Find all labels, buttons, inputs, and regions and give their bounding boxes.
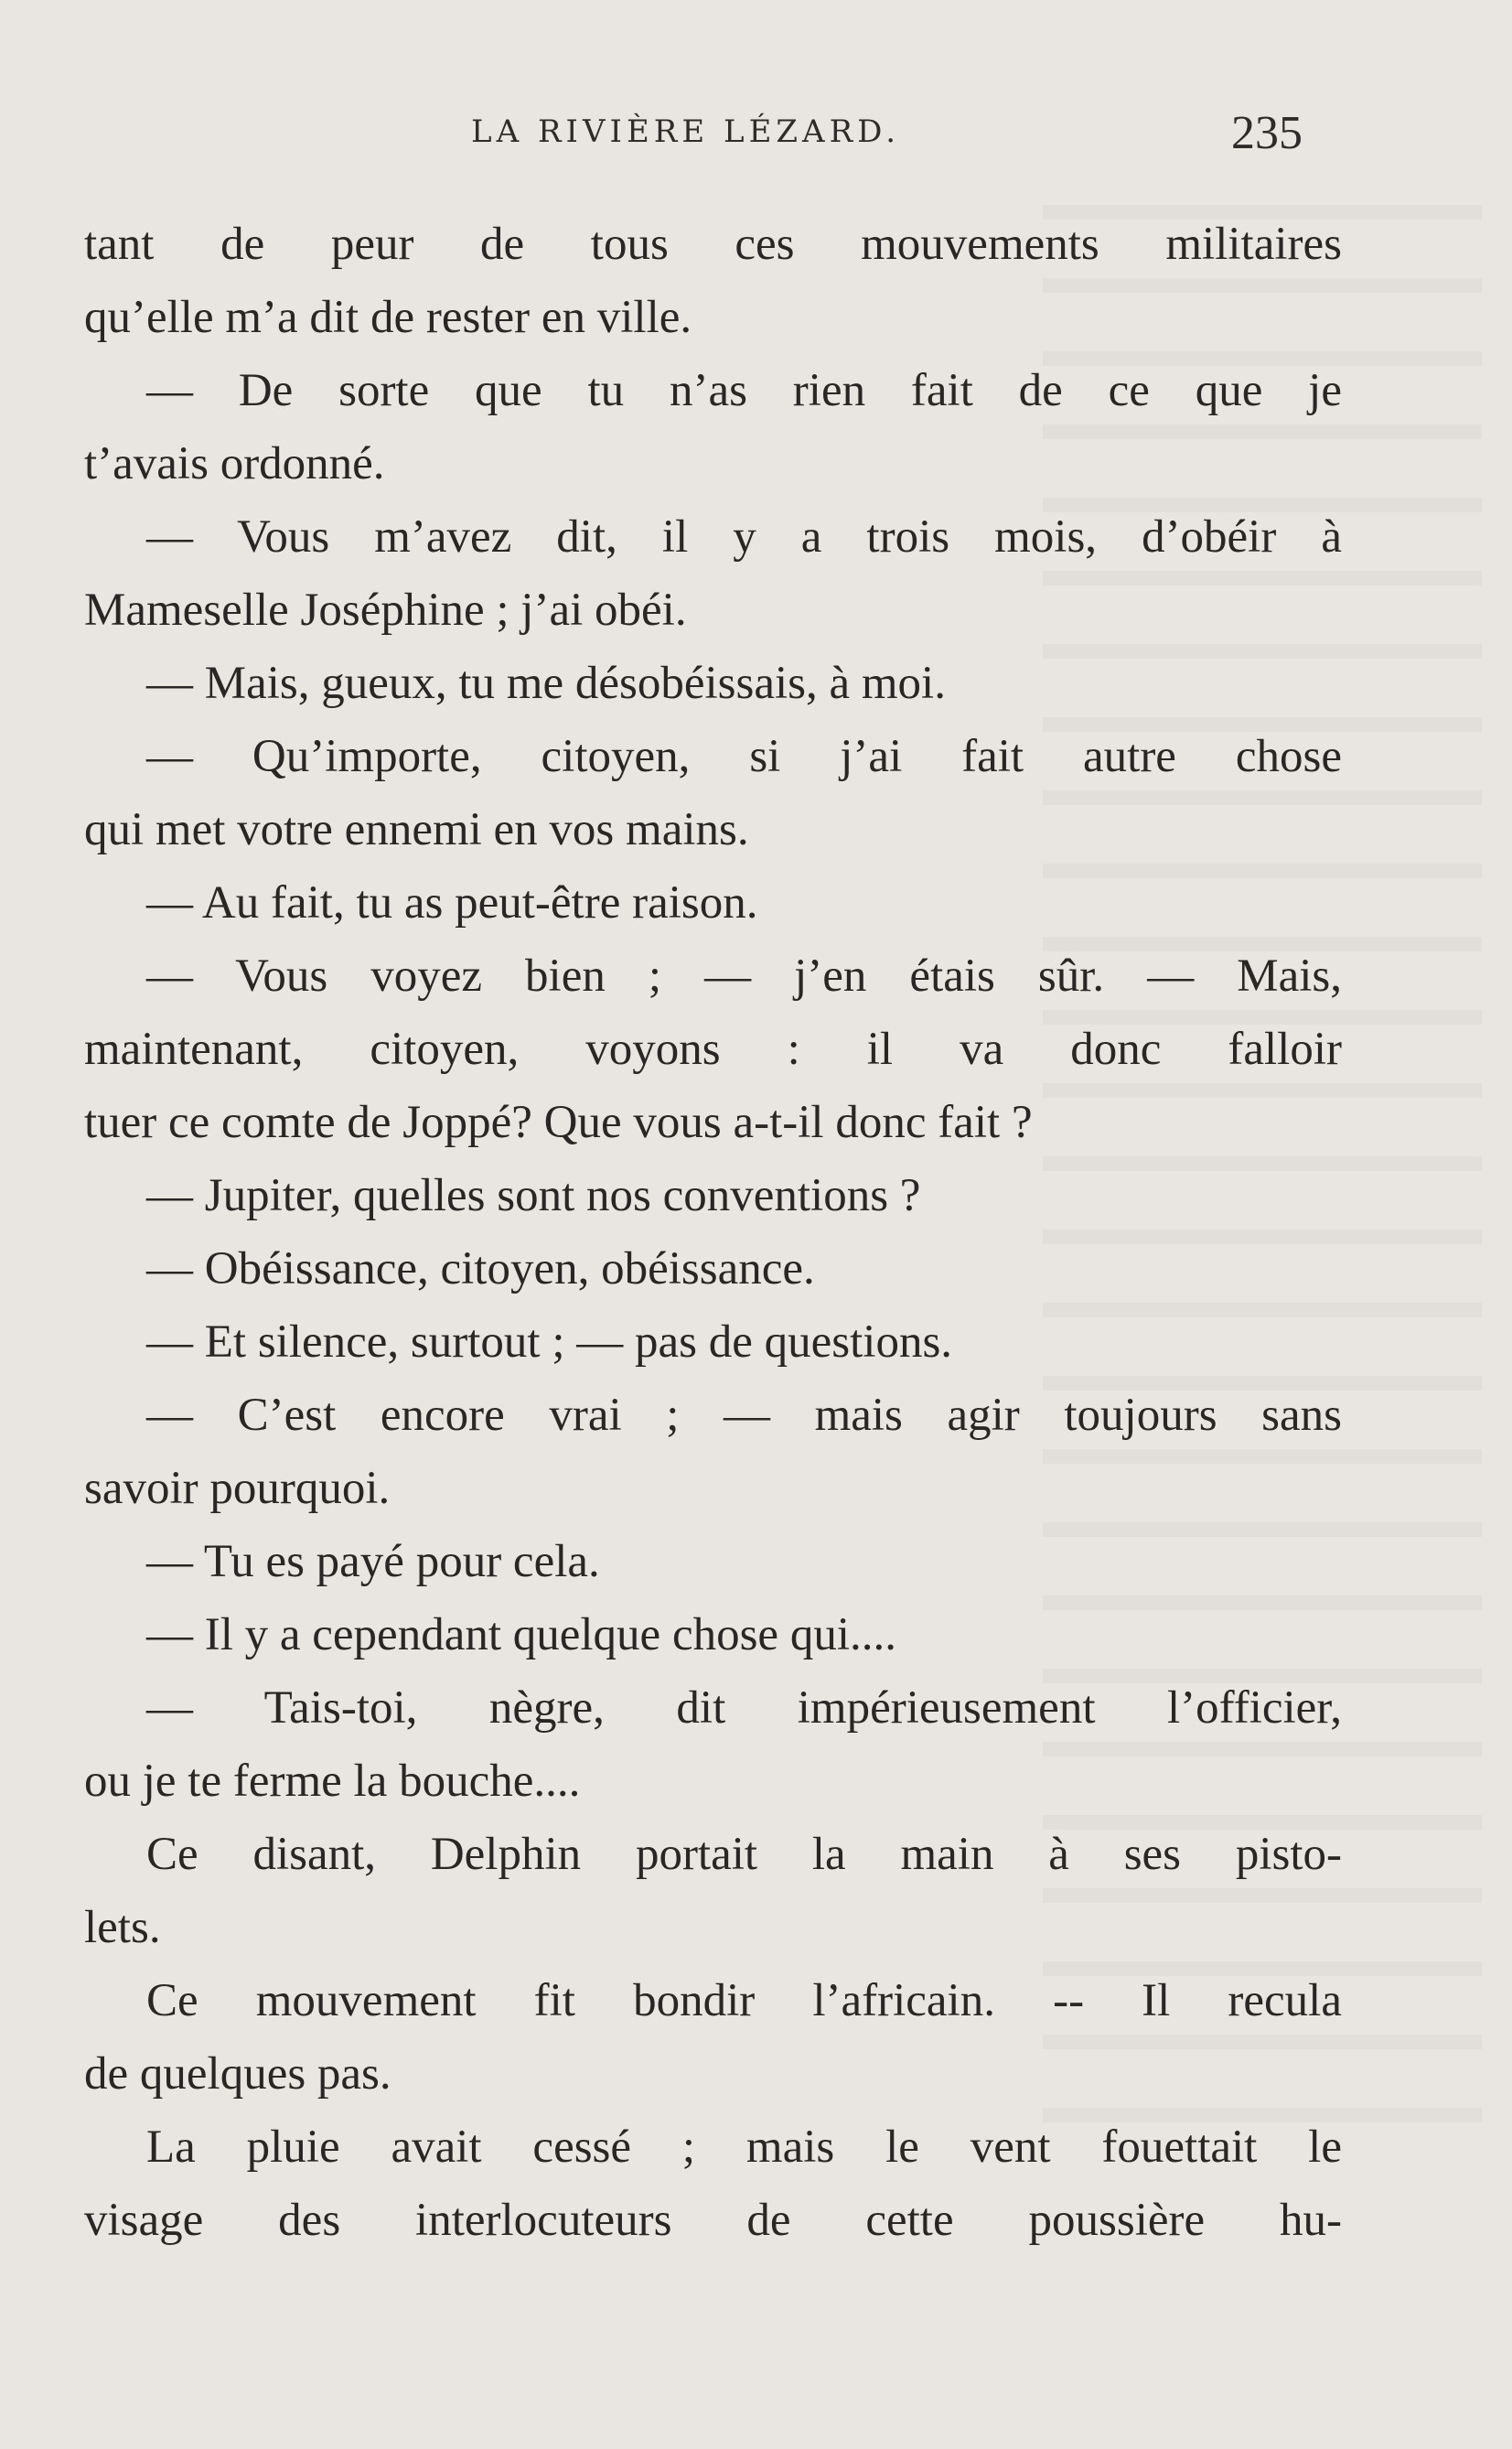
text-line: qu’elle m’a dit de rester en ville. — [84, 292, 692, 343]
text-line: t’avais ordonné. — [84, 438, 385, 489]
text-line: — De sorte que tu n’as rien fait de ce que je — [146, 365, 1342, 416]
text-line: La pluie avait cessé ; mais le vent fouettait le — [146, 2121, 1342, 2173]
text-line: — Tu es payé pour cela. — [146, 1536, 600, 1587]
text-line: visage des interlocuteurs de cette poussière hu- — [84, 2195, 1342, 2246]
text-line: tant de peur de tous ces mouvements militaires — [84, 219, 1342, 270]
text-line: Mameselle Joséphine ; j’ai obéi. — [84, 585, 687, 636]
page-number: 235 — [1231, 107, 1303, 159]
text-line: — Vous m’avez dit, il y a trois mois, d’obéir à — [146, 511, 1342, 563]
text-line: — Et silence, surtout ; — pas de questions. — [146, 1316, 953, 1368]
text-line: — Qu’importe, citoyen, si j’ai fait autre chose — [146, 731, 1342, 782]
text-line: ou je te ferme la bouche.... — [84, 1756, 581, 1807]
body-text — [84, 208, 1342, 2257]
text-line: — Obéissance, citoyen, obéissance. — [146, 1243, 815, 1294]
text-line: — Au fait, tu as peut-être raison. — [146, 877, 758, 929]
text-line: tuer ce comte de Joppé? Que vous a-t-il donc fait ? — [84, 1097, 1033, 1148]
text-line: Ce mouvement fit bondir l’africain. -- Il recula — [146, 1975, 1342, 2026]
text-line: — Mais, gueux, tu me désobéissais, à moi. — [146, 658, 946, 709]
text-line: de quelques pas. — [84, 2048, 391, 2100]
text-line: — C’est encore vrai ; — mais agir toujours sans — [146, 1390, 1342, 1441]
text-line: maintenant, citoyen, voyons : il va donc falloir — [84, 1024, 1342, 1075]
running-title: LA RIVIÈRE LÉZARD. — [471, 113, 901, 150]
text-line: — Vous voyez bien ; — j’en étais sûr. — Mais, — [146, 951, 1342, 1002]
text-line: — Il y a cependant quelque chose qui.... — [146, 1609, 896, 1660]
text-line: lets. — [84, 1902, 161, 1953]
text-line: — Tais-toi, nègre, dit impérieusement l’officier, — [146, 1682, 1342, 1734]
text-line: — Jupiter, quelles sont nos conventions ? — [146, 1170, 921, 1221]
text-line: qui met votre ennemi en vos mains. — [84, 804, 749, 855]
text-line: Ce disant, Delphin portait la main à ses pisto- — [146, 1829, 1342, 1880]
text-line: savoir pourquoi. — [84, 1463, 391, 1514]
